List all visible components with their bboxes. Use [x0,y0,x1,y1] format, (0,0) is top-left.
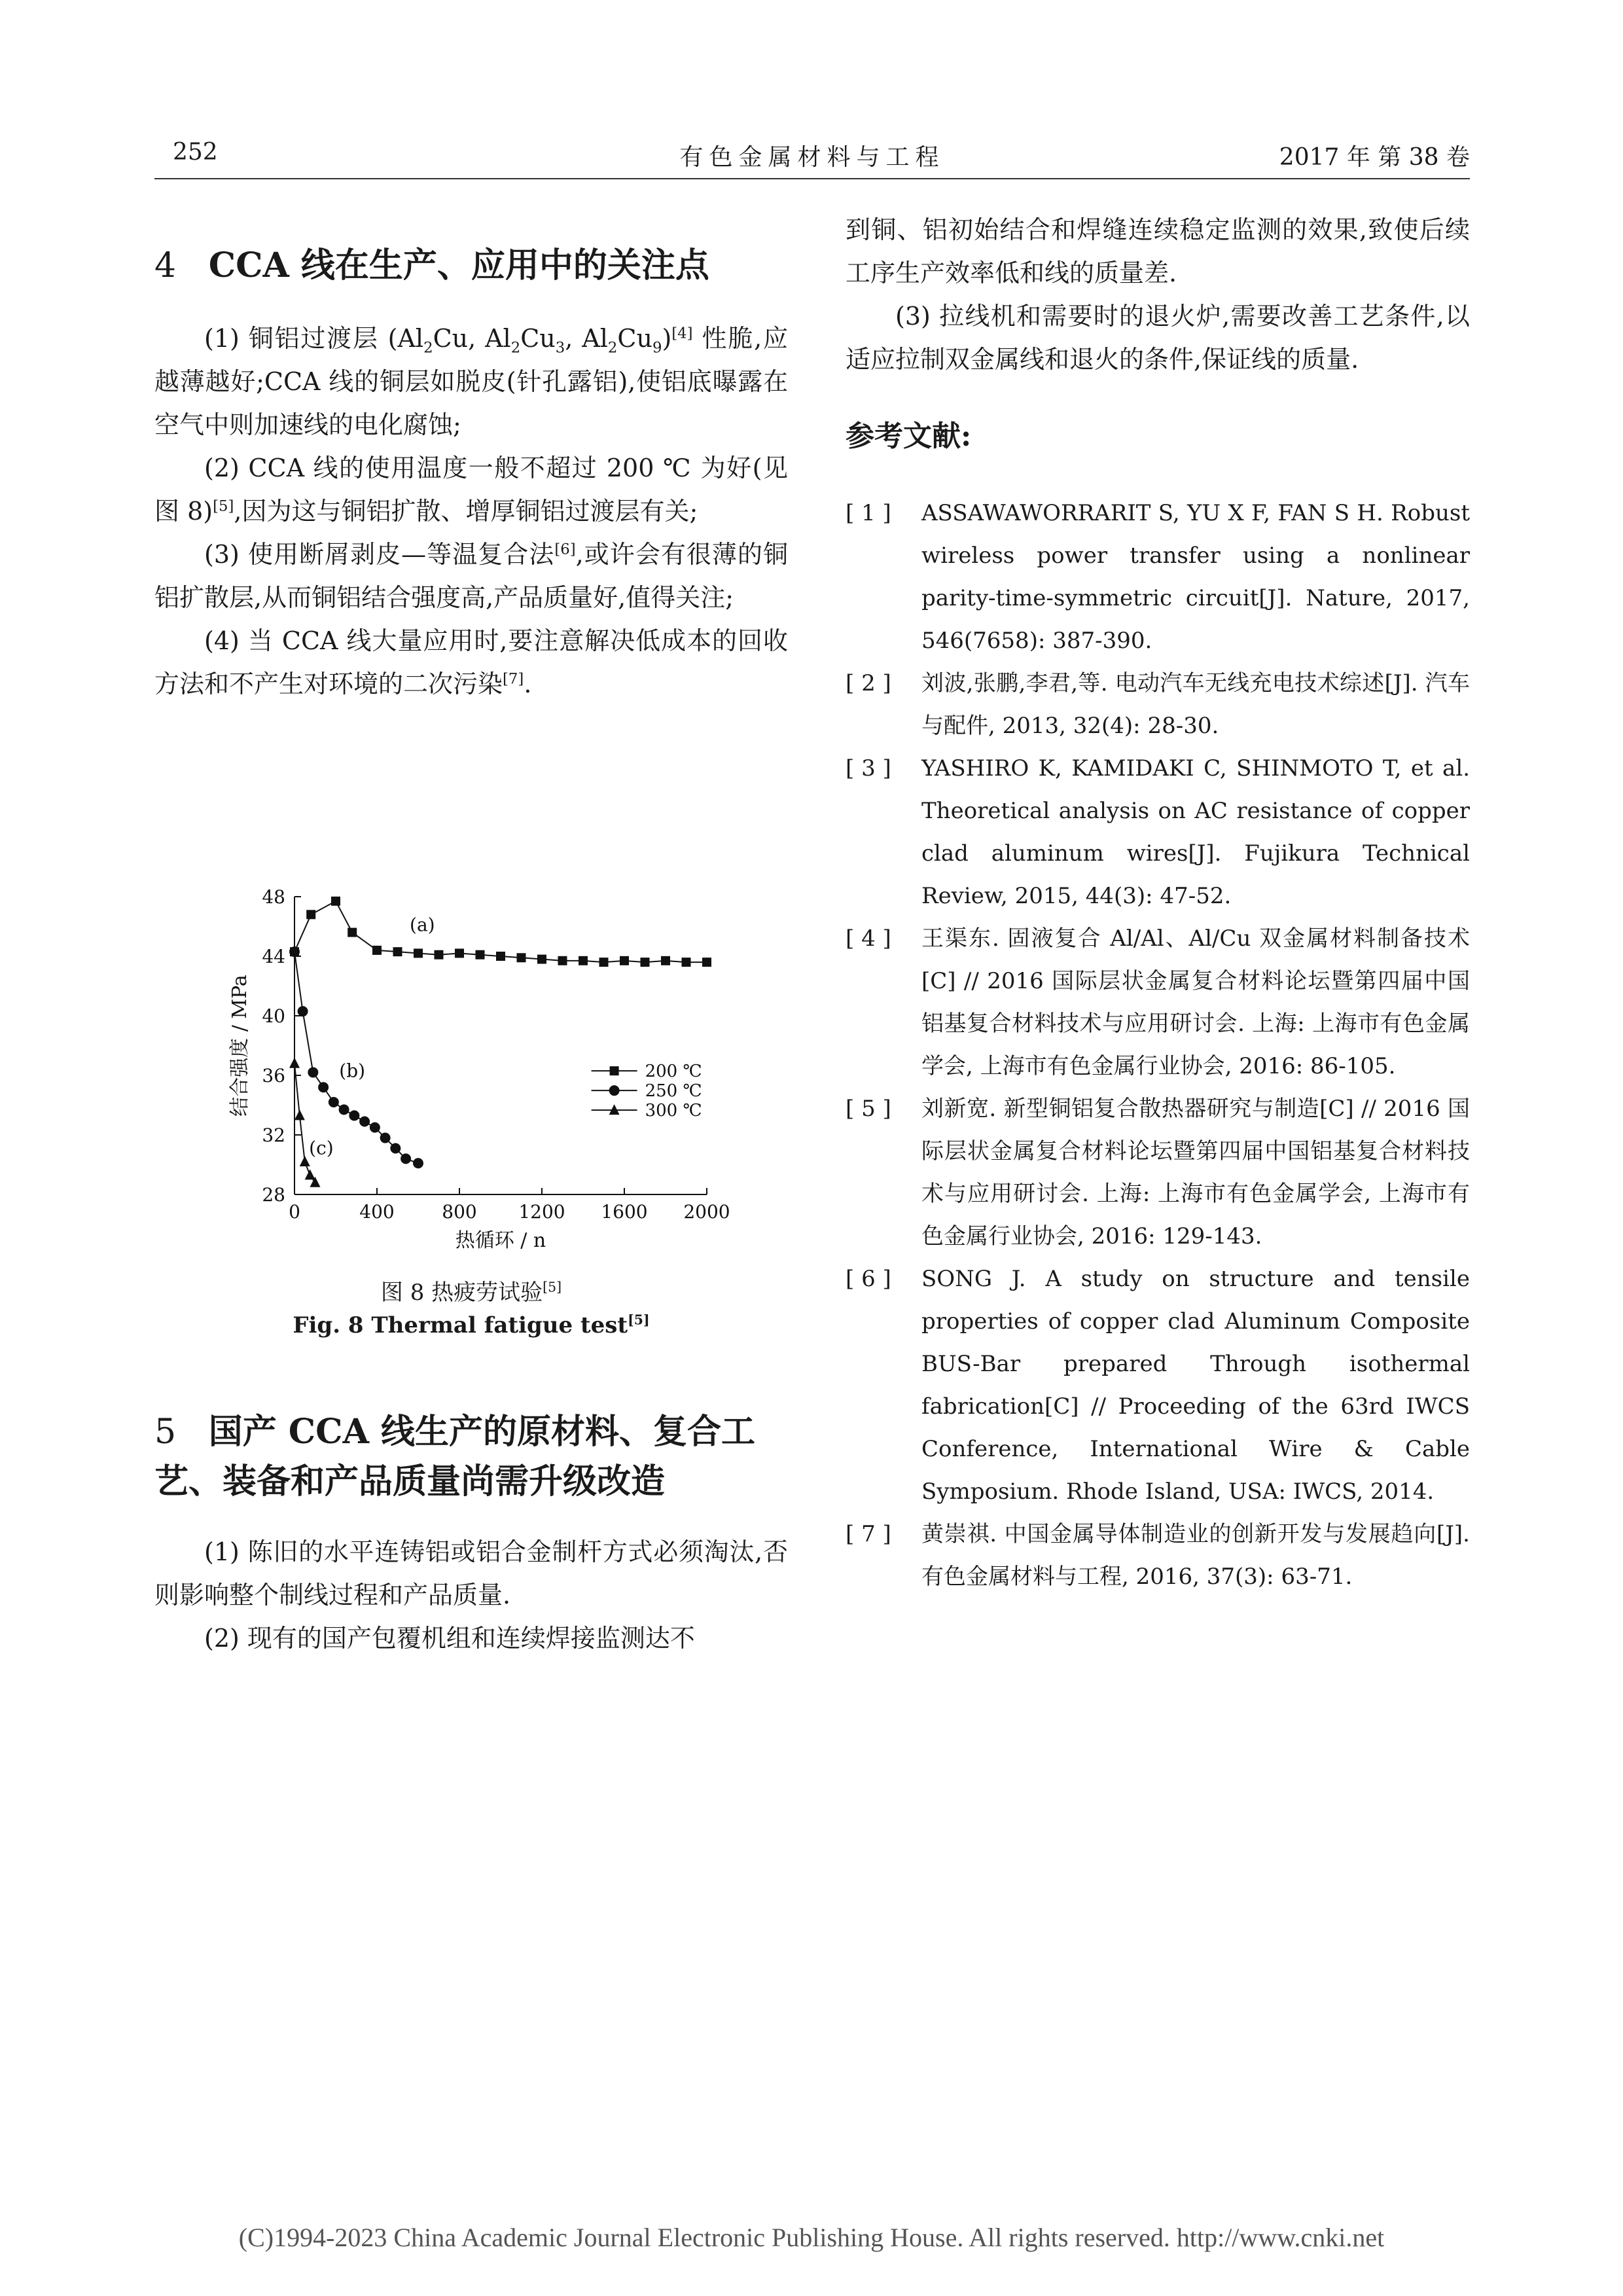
reference-item [846,1513,1470,1598]
figure-caption-cn: 图 8 热疲劳试验[5] [380,1279,562,1306]
section-5-title-line2: 艺、装备和产品质量尚需升级改造 [154,1462,666,1501]
left-column [154,241,788,706]
data-point [517,953,526,962]
data-point [370,1122,380,1133]
reference-text: SONG J. A study on structure and tensile properties of copper clad Aluminum Composite BUS-Bar prepared Through isothermal fabrication[C] // Proceeding of the 63rd IWCS Conference, International Wire & Cable Symposium. Rhode Island, USA: IWCS, 2014. [921,1266,1470,1505]
reference-text: 黄崇祺. 中国金属导体制造业的创新开发与发展趋向[J]. 有色金属材料与工程, 2016, 37(3): 63-71. [921,1521,1470,1590]
reference-item [846,1088,1470,1258]
page-number: 252 [173,139,218,166]
data-point [308,1067,318,1077]
data-point [329,1097,339,1107]
legend-label: 300 ℃ [645,1101,702,1121]
reference-text: 刘新宽. 新型铜铝复合散热器研究与制造[C] // 2016 国际层状金属复合材料论坛暨第四届中国铝基复合材料技术与应用研讨会. 上海: 上海市有色金属学会, 上海市有色金属行业协会, 2016: 129-143. [921,1096,1470,1249]
citation-4[interactable]: [4] [671,325,693,342]
data-point [331,897,340,906]
volume-info: 2017 年 第 38 卷 [1279,144,1470,171]
data-point [558,956,567,965]
reference-number: [ 4 ] [846,925,891,952]
section-4-number: 4 [154,246,177,285]
data-point [372,946,382,955]
journal-title: 有色金属材料与工程 [679,144,945,171]
x-tick-label: 800 [442,1201,477,1223]
reference-number: [ 2 ] [846,670,891,696]
data-point [435,950,444,960]
y-tick-label: 32 [262,1124,285,1146]
paragraph-3: (3) 使用断屑剥皮—等温复合法[6],或许会有很薄的铜铝扩散层,从而铜铝结合强度高,产品质量好,值得关注; [154,540,788,612]
reference-item [846,918,1470,1088]
x-tick-label: 400 [359,1201,395,1223]
paragraph-6-continued: 到铜、铝初始结合和焊缝连续稳定监测的效果,致使后续工序生产效率低和线的质量差. [846,215,1470,287]
data-point [339,1104,349,1115]
y-tick-label: 28 [262,1184,285,1206]
section-4-title: CCA 线在生产、应用中的关注点 [208,245,709,285]
data-point [318,1082,329,1092]
legend-marker [609,1085,620,1096]
y-axis-label: 结合强度 / MPa [228,975,251,1117]
x-tick-label: 0 [289,1201,300,1223]
citation-6[interactable]: [6] [554,541,576,558]
reference-number: [ 6 ] [846,1266,891,1292]
data-point [289,1058,300,1068]
references-list [846,492,1470,1598]
x-tick-label: 1200 [518,1201,565,1223]
data-point [413,1158,423,1168]
data-point [390,1143,401,1153]
data-point [380,1133,391,1143]
data-point [348,928,357,937]
reference-number: [ 5 ] [846,1096,891,1122]
series-annotation: (b) [339,1060,366,1082]
data-point [349,1110,359,1121]
data-point [476,950,485,960]
section-5-title-line1: 国产 CCA 线生产的原材料、复合工 [208,1412,756,1452]
data-point [455,948,464,958]
x-tick-label: 1600 [601,1201,648,1223]
reference-number: [ 3 ] [846,755,891,781]
paragraph-6: (2) 现有的国产包覆机组和连续焊接监测达不 [204,1624,695,1653]
section-5-number: 5 [154,1412,177,1452]
page-header [154,139,1470,178]
data-point [620,956,629,965]
paragraph-5: (1) 陈旧的水平连铸铝或铝合金制杆方式必须淘汰,否则影响整个制线过程和产品质量. [154,1537,788,1609]
data-point [305,1169,315,1179]
reference-text: YASHIRO K, KAMIDAKI C, SHINMOTO T, et al. Theoretical analysis on AC resistance of copper clad aluminum wires[J]. Fujikura Technical Review, 2015, 44(3): 47-52. [921,755,1470,909]
series-annotation: (a) [410,914,435,936]
reference-item [846,1258,1470,1513]
series-line [294,952,418,1163]
header-rule [154,178,1470,179]
section-5-heading [154,1407,788,1507]
figure-caption-en: Fig. 8 Thermal fatigue test[5] [293,1312,650,1338]
citation-7[interactable]: [7] [503,670,524,688]
data-point [401,1153,411,1164]
data-point [393,947,402,956]
legend-label: 200 ℃ [645,1062,702,1082]
left-column-lower [154,1407,788,1660]
reference-number: [ 1 ] [846,500,891,526]
data-point [682,958,691,967]
legend-marker [610,1066,619,1075]
reference-item [846,492,1470,662]
reference-item [846,747,1470,918]
data-point [579,956,588,965]
citation-5[interactable]: [5] [213,497,234,515]
data-point [289,946,300,957]
series-annotation: (c) [309,1137,334,1159]
paragraph-2: (2) CCA 线的使用温度一般不超过 200 ℃ 为好(见图 8)[5],因为这与铜铝扩散、增厚铜铝过渡层有关; [154,454,788,526]
paragraph-1: (1) 铜铝过渡层 ($Al_2Cu$, $Al_2Cu_3$, $Al_2Cu_9)[4]$ 性脆,应越薄越好;CCA 线的铜层如脱皮(针孔露铝),使铝底曝露在空气中则加速线的电化腐蚀; [154,324,788,439]
references-heading: 参考文献: [846,420,972,453]
copyright-footer: (C)1994-2023 China Academic Journal Electronic Publishing House. All rights reserved. http://www.cnki.net [238,2223,1385,2252]
data-point [298,1006,308,1016]
legend-label: 250 ℃ [645,1081,702,1102]
data-point [414,948,423,958]
data-point [306,910,315,919]
data-point [537,955,546,964]
y-tick-label: 44 [262,946,285,967]
figure-caption [154,1276,788,1342]
reference-text: 刘波,张鹏,李君,等. 电动汽车无线充电技术综述[J]. 汽车与配件, 2013, 32(4): 28-30. [921,670,1470,739]
x-axis-label: 热循环 / n [455,1229,546,1252]
section-4-heading [154,241,788,291]
data-point [496,952,505,961]
paragraph-4: (4) 当 CCA 线大量应用时,要注意解决低成本的回收方法和不产生对环境的二次污染[7]. [154,626,788,698]
reference-text: ASSAWAWORRARIT S, YU X F, FAN S H. Robust wireless power transfer using a nonlinear parity-time-symmetric circuit[J]. Nature, 2017, 546(7658): 387-390. [921,500,1470,654]
data-point [661,956,670,965]
paragraph-7: (3) 拉线机和需要时的退火炉,需要改善工艺条件,以适应拉制双金属线和退火的条件,保证线的质量. [846,302,1470,374]
figure-8 [216,877,772,1270]
y-tick-label: 40 [262,1005,285,1027]
reference-number: [ 7 ] [846,1521,891,1547]
y-tick-label: 36 [262,1065,285,1086]
data-point [641,958,650,967]
thermal-fatigue-chart [216,877,772,1270]
x-tick-label: 2000 [683,1201,730,1223]
data-point [599,958,609,967]
reference-text: 王渠东. 固液复合 Al/Al、Al/Cu 双金属材料制备技术[C] // 2016 国际层状金属复合材料论坛暨第四届中国铝基复合材料技术与应用研讨会. 上海: 上海市有色金属学会, 上海市有色金属行业协会, 2016: 86-105. [921,925,1470,1079]
reference-item [846,662,1470,747]
right-column [846,208,1470,1598]
data-point [359,1117,370,1127]
y-tick-label: 48 [262,886,285,908]
data-point [294,1109,305,1120]
data-point [702,958,711,967]
